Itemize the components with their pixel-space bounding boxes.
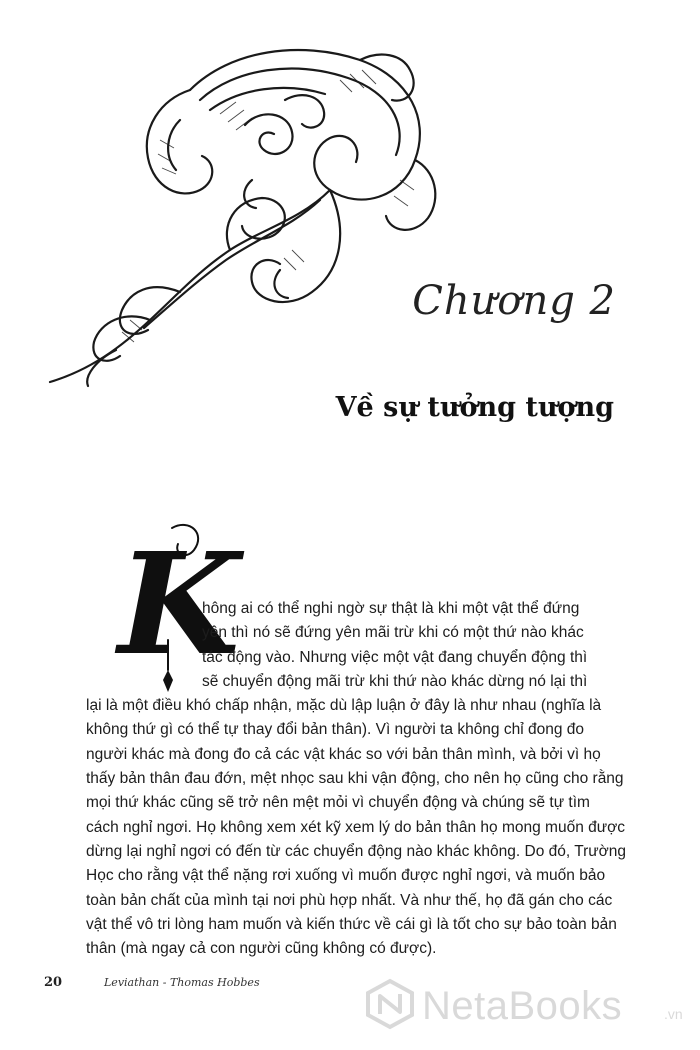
body-line: không thứ gì có thể tự thay đổi bản thân). Vì người ta không chỉ đong đo: [86, 721, 585, 739]
body-paragraph: [86, 597, 627, 961]
body-line: vật thể vô tri lòng ham muốn và kiến thức về cái gì là tốt cho sự bảo toàn bản: [86, 915, 617, 933]
body-line: dừng lại nghỉ ngơi có đến từ các chuyển động nào khác không. Do đó, Trường: [86, 842, 627, 860]
watermark: [364, 978, 694, 1038]
chapter-title: Về sự tưởng tượng: [335, 392, 614, 423]
ornament-illustration: [30, 30, 450, 390]
body-line: tác động vào. Nhưng việc một vật đang chuyển động thì: [202, 648, 588, 666]
netabooks-logo-icon: [364, 978, 416, 1030]
body-line: toàn bản chất của mình tại nơi phù hợp nhất. Và như thế, họ đã gán cho các: [86, 891, 613, 909]
body-line: cách nghỉ ngơi. Họ không xem xét kỹ xem lý do bản thân họ mong muốn được: [86, 818, 626, 836]
body-line: thân (mà ngay cả con người cũng không có được).: [86, 940, 437, 958]
chapter-heading: Chương 2: [412, 278, 616, 324]
page-number: 20: [44, 975, 63, 990]
body-line: yên thì nó sẽ đứng yên mãi trừ khi có một thứ nào khác: [202, 624, 584, 642]
body-line: mọi thứ khác cũng sẽ trở nên mệt mỏi vì chuyển động và chúng sẽ tự tìm: [86, 794, 590, 812]
watermark-suffix: .vn: [664, 1006, 683, 1022]
watermark-brand: NetaBooks: [422, 984, 623, 1028]
body-line: lại là một điều khó chấp nhận, mặc dù lập luận ở đây là như nhau (nghĩa là: [86, 697, 602, 715]
running-footer-title: Leviathan - Thomas Hobbes: [104, 976, 260, 989]
body-line: sẽ chuyển động mãi trừ khi thứ nào khác dừng nó lại thì: [202, 672, 588, 690]
drop-cap-letter: K: [118, 523, 240, 687]
body-line: thấy bản thân đau đớn, mệt nhọc sau khi vận động, cho nên họ cũng cho rằng: [86, 770, 624, 788]
body-line: Học cho rằng vật thể nặng rơi xuống vì muốn được nghỉ ngơi, và muốn bảo: [86, 867, 606, 885]
body-line: người khác mà đong đo cả các vật khác so với bản thân mình, và bởi vì họ: [86, 745, 601, 763]
body-line: hông ai có thể nghi ngờ sự thật là khi một vật thể đứng: [202, 600, 580, 617]
